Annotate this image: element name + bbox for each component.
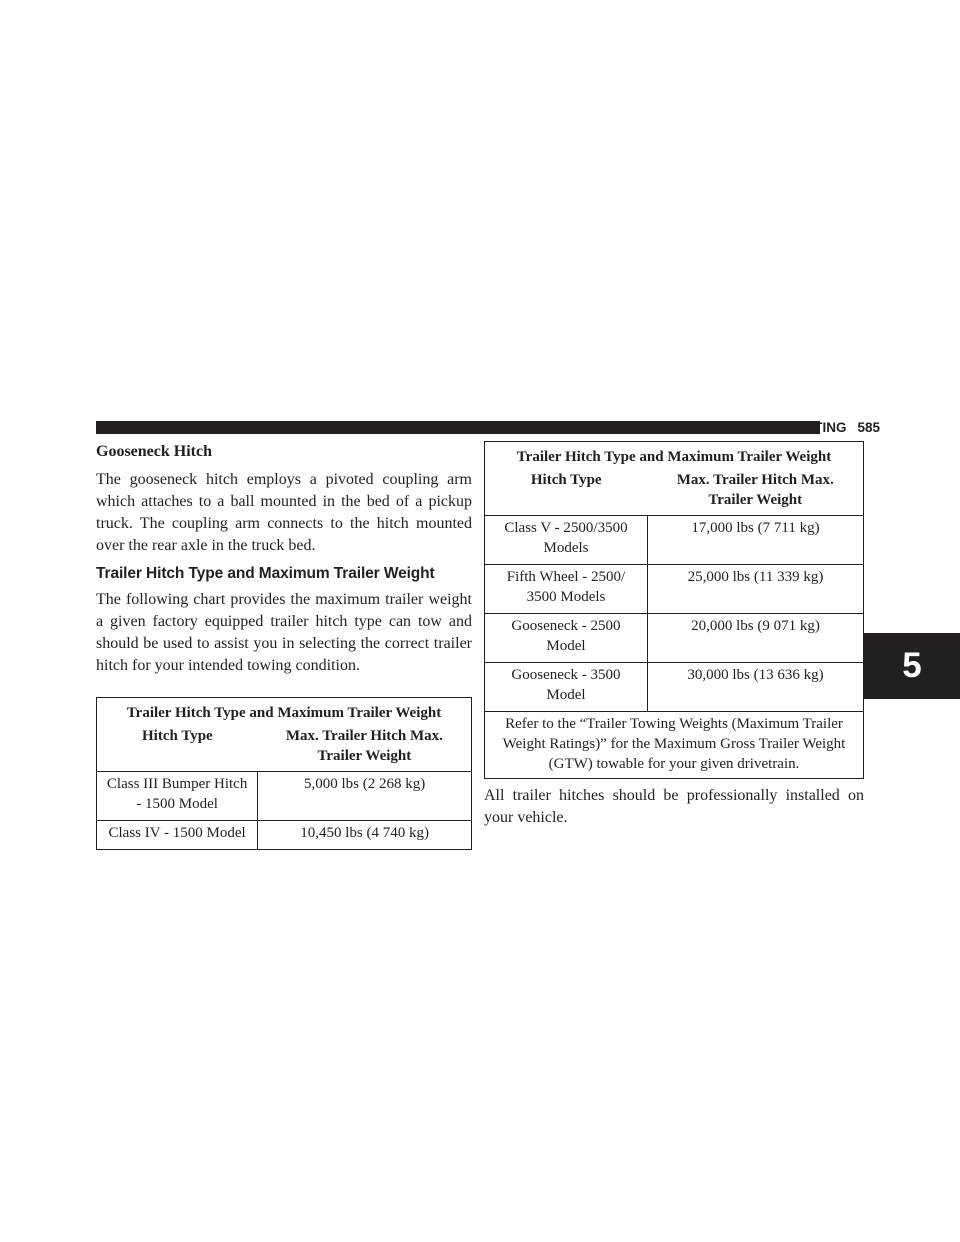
weight-cell: 17,000 lbs (7 711 kg) (647, 516, 863, 565)
hitch-type-cell: Class III Bumper Hitch - 1500 Model (97, 772, 258, 821)
table-row (485, 565, 864, 614)
weight-cell: 10,450 lbs (4 740 kg) (258, 821, 472, 850)
chapter-tab (864, 633, 960, 699)
section-title: STARTING AND OPERATING (662, 420, 847, 435)
table-row (485, 516, 864, 565)
chapter-number: 5 (902, 646, 922, 685)
right-column (484, 441, 864, 829)
weight-cell: 25,000 lbs (11 339 kg) (647, 565, 863, 614)
hitch-type-cell: Fifth Wheel - 2500/ 3500 Models (485, 565, 648, 614)
weight-cell: 20,000 lbs (9 071 kg) (647, 614, 863, 663)
table-row (485, 663, 864, 712)
closing-paragraph: All trailer hitches should be professionally installed on your vehicle. (484, 787, 864, 826)
section-paragraph: The following chart provides the maximum trailer weight a given factory equipped trailer hitch type can tow and should be used to assist you in selecting the correct trailer hitch for your intended towing condition. (96, 591, 472, 674)
hitch-type-cell: Gooseneck - 2500 Model (485, 614, 648, 663)
hitch-type-cell: Gooseneck - 3500 Model (485, 663, 648, 712)
gooseneck-paragraph: The gooseneck hitch employs a pivoted coupling arm which attaches to a ball mounted in the bed of a pickup truck. The coupling arm connects to the hitch mounted over the rear axle in the truck bed. (96, 471, 472, 554)
table-row (97, 821, 472, 850)
hitch-type-cell: Class IV - 1500 Model (97, 821, 258, 850)
col-header-hitch-type: Hitch Type (97, 726, 258, 772)
section-heading: Trailer Hitch Type and Maximum Trailer Weight (96, 565, 435, 582)
table-note-row (485, 712, 864, 779)
hitch-table-left (96, 697, 472, 850)
col-header-hitch-type: Hitch Type (485, 470, 648, 516)
col-header-max-weight: Max. Trailer Hitch Max. Trailer Weight (258, 726, 472, 772)
hitch-table-right (484, 441, 864, 779)
gooseneck-heading: Gooseneck Hitch (96, 443, 212, 460)
table-caption: Trailer Hitch Type and Maximum Trailer Weight (485, 442, 864, 471)
table-row (485, 614, 864, 663)
table-row (97, 772, 472, 821)
weight-cell: 30,000 lbs (13 636 kg) (647, 663, 863, 712)
col-header-max-weight: Max. Trailer Hitch Max. Trailer Weight (647, 470, 863, 516)
table-note: Refer to the “Trailer Towing Weights (Maximum Trailer Weight Ratings)” for the Maximum Gross Trailer Weight (GTW) towable for your given drivetrain. (485, 712, 864, 779)
left-column (96, 441, 472, 850)
weight-cell: 5,000 lbs (2 268 kg) (258, 772, 472, 821)
hitch-type-cell: Class V - 2500/3500 Models (485, 516, 648, 565)
page-number: 585 (857, 420, 880, 435)
running-header (663, 418, 880, 438)
table-caption: Trailer Hitch Type and Maximum Trailer Weight (97, 698, 472, 727)
